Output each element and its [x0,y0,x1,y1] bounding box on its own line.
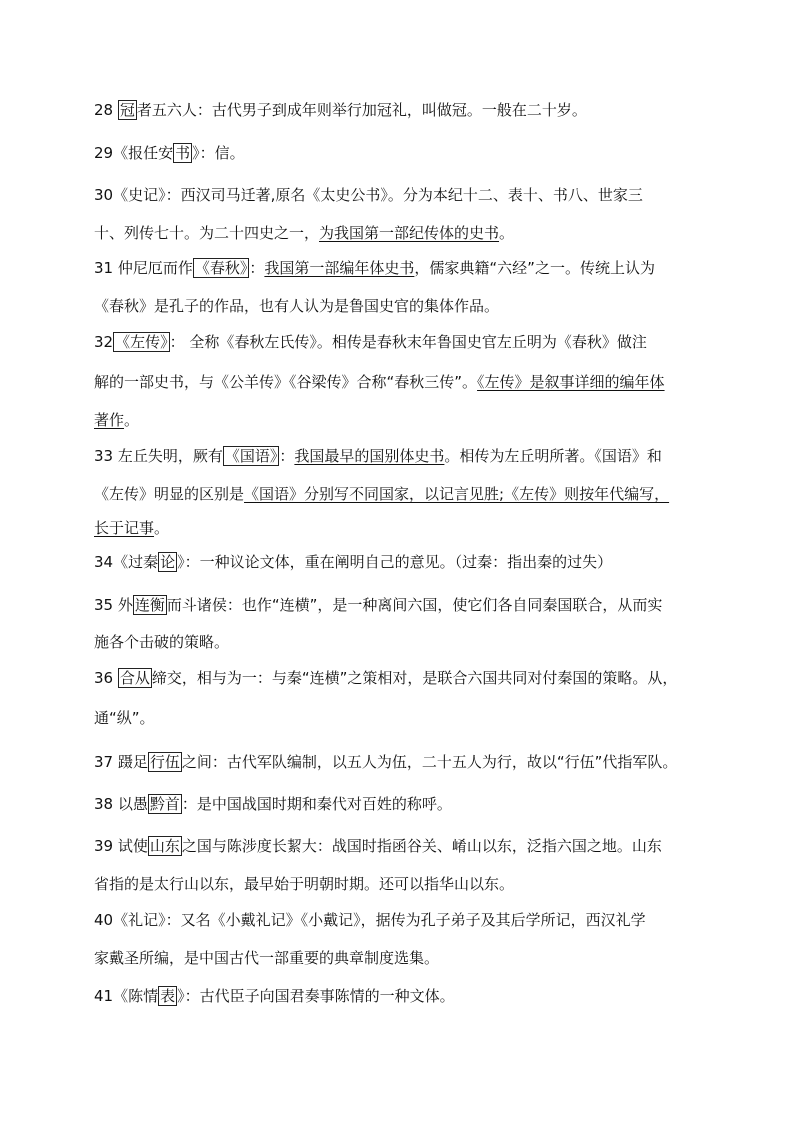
boxed-term: 书 [175,144,191,162]
underlined-text: 《国语》分别写不同国家，以记言见胜;《左传》则按年代编写， [244,485,670,503]
text-segment: ： [279,447,295,465]
boxed-term: 论 [160,553,176,571]
text-segment: 。 [154,519,170,537]
entry-31-line-1 [94,256,734,280]
underlined-text: 我国最早的国别体史书 [294,447,445,465]
text-segment: 30《史记》：西汉司马迁著,原名《太史公书》。分为本纪十二、表十、书八、世家三 [94,186,643,204]
entry-33-line-3 [94,516,734,540]
text-segment: 之间：古代军队编制，以五人为伍，二十五人为行，故以“行伍”代指军队。 [181,753,678,771]
entry-35-line-1 [94,593,734,617]
text-segment: 十、列传七十。为二十四史之一， [94,224,320,242]
text-segment: 40《礼记》：又名《小戴礼记》《小戴记》，据传为孔子弟子及其后学所记，西汉礼学 [94,911,646,929]
text-segment: 之国与陈涉度长絜大：战国时指函谷关、崤山以东，泛指六国之地。山东 [181,837,662,855]
entry-34-line-1 [94,550,734,574]
boxed-term: 表 [160,987,176,1005]
text-segment: ： [249,259,265,277]
text-segment: 。 [124,411,140,429]
entry-36-line-1 [94,666,734,690]
boxed-term: 山东 [149,837,180,855]
entry-30-line-1 [94,183,734,207]
text-segment: 38 以愚 [94,795,148,813]
entry-40-line-1 [94,908,734,932]
entry-32-line-1 [94,330,734,354]
text-segment: 34《过秦 [94,553,159,571]
text-segment: 缔交，相与为一：与秦“连横”之策相对，是联合六国共同对付秦国的策略。从， [151,669,678,687]
underlined-text: 著作 [94,411,125,429]
text-segment: 31 仲尼厄而作 [94,259,193,277]
text-segment: 28 [94,101,118,119]
text-segment: 。 [499,224,515,242]
underlined-text: 长于记事 [94,519,155,537]
text-segment: 29《报任安 [94,144,174,162]
entry-32-line-3 [94,408,734,432]
boxed-term: 行伍 [149,753,180,771]
text-segment: 》：一种议论文体，重在阐明自己的意见。（过秦：指出秦的过失） [177,553,613,571]
text-segment: 解的一部史书，与《公羊传》《谷梁传》合称“春秋三传”。 [94,373,478,391]
entry-41-line-1 [94,984,734,1008]
boxed-term: 合从 [119,669,150,687]
entry-40-line-2 [94,946,734,970]
text-segment: 32 [94,333,114,351]
text-segment: 》：信。 [192,144,245,162]
text-segment: 施各个击破的策略。 [94,633,230,651]
boxed-term: 冠 [119,101,135,119]
text-segment: 省指的是太行山以东，最早始于明朝时期。还可以指华山以东。 [94,875,515,893]
underlined-text: 为我国第一部纪传体的史书 [319,224,500,242]
text-segment: 41《陈情 [94,987,159,1005]
entry-36-line-2 [94,706,734,730]
text-segment: ：是中国战国时期和秦代对百姓的称呼。 [181,795,452,813]
text-segment: 而斗诸侯：也作“连横”，是一种离间六国，使它们各自同秦国联合，从而实 [166,596,663,614]
entry-30-line-2 [94,221,734,245]
text-segment: 《春秋》是孔子的作品，也有人认为是鲁国史官的集体作品。 [94,297,500,315]
entry-35-line-2 [94,630,734,654]
boxed-term: 黔首 [149,795,180,813]
underlined-text: 《左传》是叙事详细的编年体 [477,373,665,391]
text-segment: ，儒家典籍“六经”之一。传统上认为 [414,259,655,277]
entry-32-line-2 [94,370,734,394]
text-segment: 36 [94,669,118,687]
entry-38-line-1 [94,792,734,816]
entry-31-line-2 [94,294,734,318]
text-segment: 37 蹑足 [94,753,148,771]
entry-39-line-2 [94,872,734,896]
text-segment: ： 全称《春秋左氏传》。相传是春秋末年鲁国史官左丘明为《春秋》做注 [169,333,647,351]
entry-39-line-1 [94,834,734,858]
boxed-term: 《国语》 [224,447,278,465]
entry-33-line-2 [94,482,734,506]
text-segment: 家戴圣所编，是中国古代一部重要的典章制度选集。 [94,949,440,967]
text-segment: 33 左丘失明，厥有 [94,447,223,465]
entry-37-line-1 [94,750,734,774]
underlined-text: 我国第一部编年体史书 [264,259,415,277]
text-segment: 通“纵”。 [94,709,155,727]
text-segment: 者五六人：古代男子到成年则举行加冠礼，叫做冠。一般在二十岁。 [136,101,587,119]
text-segment: 。相传为左丘明所著。《国语》和 [444,447,662,465]
entry-33-line-1 [94,444,734,468]
boxed-term: 《左传》 [115,333,168,351]
text-segment: 《左传》明显的区别是 [94,485,245,503]
boxed-term: 连衡 [134,596,165,614]
text-segment: 》：古代臣子向国君奏事陈情的一种文体。 [177,987,455,1005]
text-segment: 39 试使 [94,837,148,855]
text-segment: 35 外 [94,596,133,614]
boxed-term: 《春秋》 [194,259,248,277]
entry-29-line-1 [94,141,734,165]
entry-28-line-1 [94,98,734,122]
